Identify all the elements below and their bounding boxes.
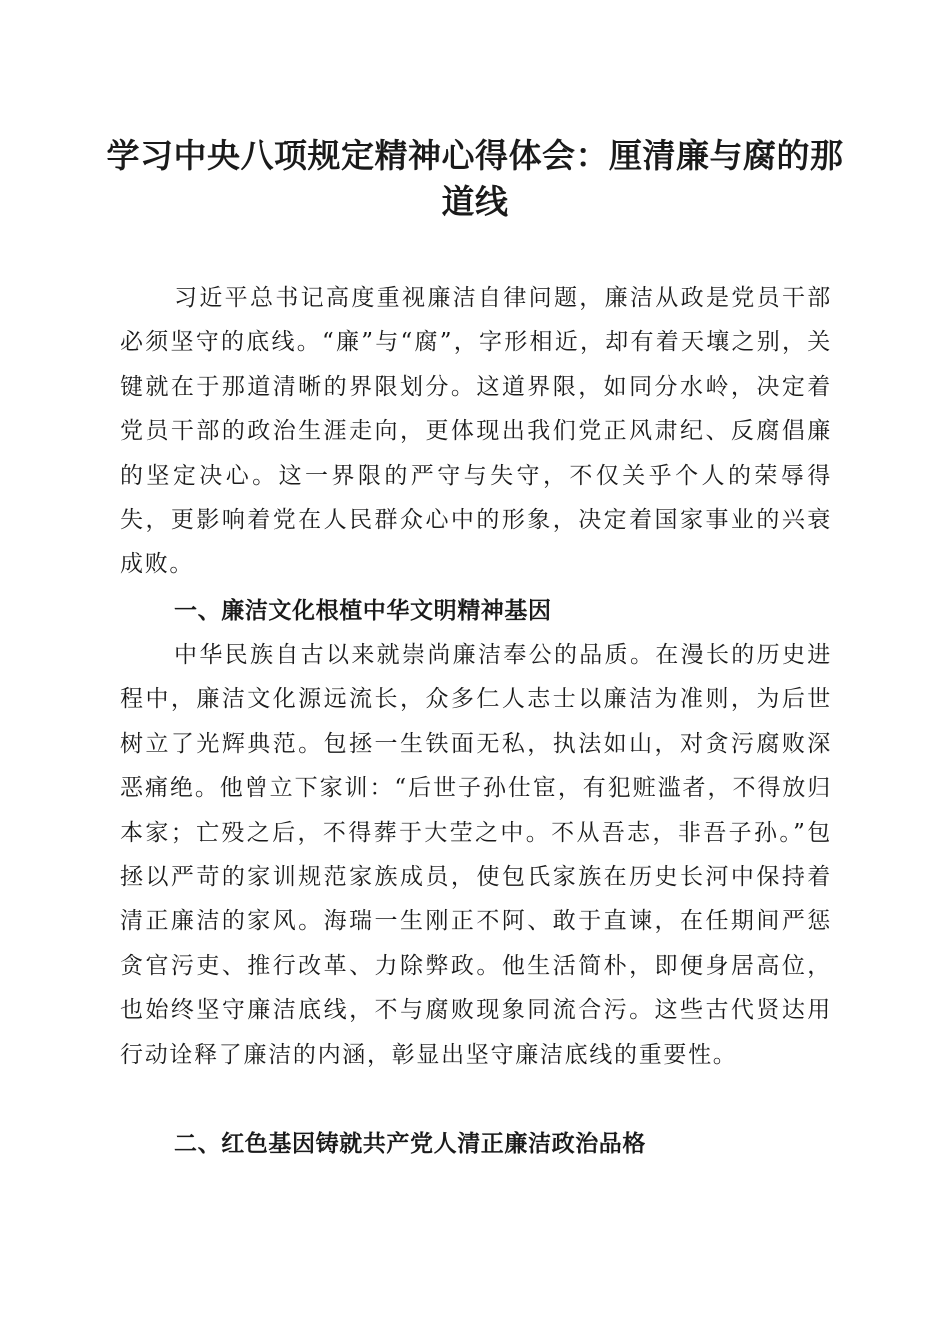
document-title: 学习中央八项规定精神心得体会：厘清廉与腐的那道线 <box>106 136 844 221</box>
intro-paragraph: 习近平总书记高度重视廉洁自律问题，廉洁从政是党员干部必须坚守的底线。“廉”与“腐”，字形相近，却有着天壤之别，关键就在于那道清晰的界限划分。这道界限，如同分水岭，决定着党员干部的政治生涯走向，更体现出我们党正风肃纪、反腐倡廉的坚定决心。这一界限的严守与失守，不仅关乎个人的荣辱得失，更影响着党在人民群众心中的形象，决定着国家事业的兴衰成败。 <box>120 285 832 578</box>
section-1-heading: 一、廉洁文化根植中华文明精神基因 <box>174 598 552 624</box>
section-1-paragraph: 中华民族自古以来就崇尚廉洁奉公的品质。在漫长的历史进程中，廉洁文化源远流长，众多仁人志士以廉洁为准则，为后世树立了光辉典范。包拯一生铁面无私，执法如山，对贪污腐败深恶痛绝。他曾立下家训：“后世子孙仕宦，有犯赃滥者，不得放归本家；亡殁之后，不得葬于大茔之中。不从吾志，非吾子孙。”包拯以严苛的家训规范家族成员，使包氏家族在历史长河中保持着清正廉洁的家风。海瑞一生刚正不阿、敢于直谏，在任期间严惩贪官污吏、推行改革、力除弊政。他生活简朴，即便身居高位，也始终坚守廉洁底线，不与腐败现象同流合污。这些古代贤达用行动诠释了廉洁的内涵，彰显出坚守廉洁底线的重要性。 <box>120 642 832 1068</box>
section-2-heading: 二、红色基因铸就共产党人清正廉洁政治品格 <box>174 1131 646 1157</box>
